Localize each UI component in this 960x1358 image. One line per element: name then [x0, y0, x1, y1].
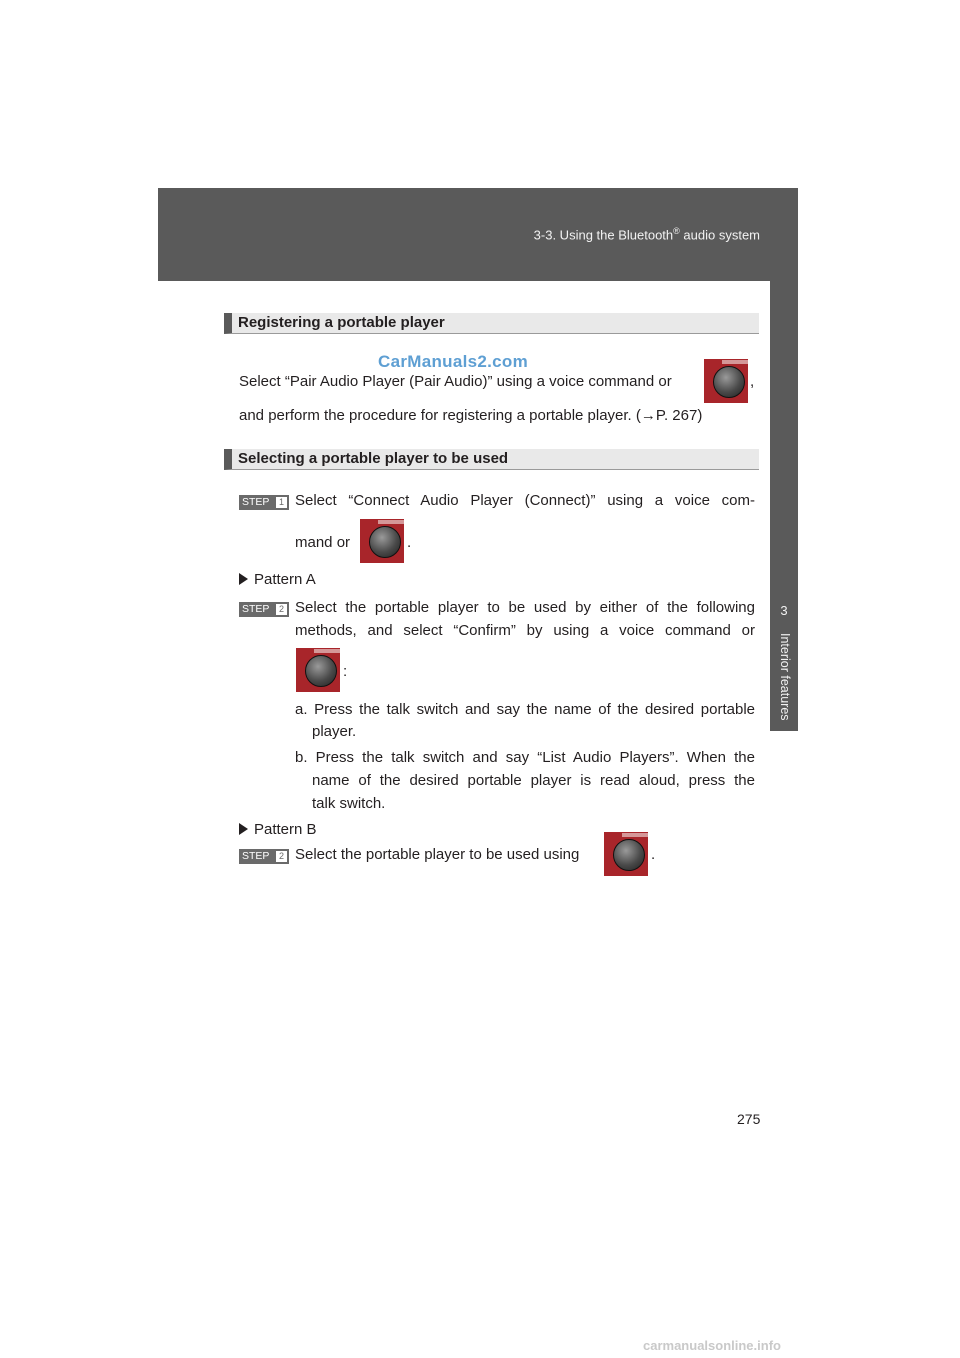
step-1-badge: STEP 1 — [239, 495, 289, 510]
tune-knob-icon — [604, 832, 648, 876]
chapter-number: 3 — [780, 603, 788, 618]
register-line-1: Select “Pair Audio Player (Pair Audio)” using a voice command or — [239, 373, 672, 390]
step-2b-text: Select the portable player to be used using — [295, 846, 580, 863]
page-number: 275 — [737, 1111, 761, 1127]
step-2a-badge: STEP 2 — [239, 602, 289, 617]
step-2a-line-3: : — [343, 663, 348, 680]
pattern-b-label: Pattern B — [239, 820, 317, 840]
heading-selecting: Selecting a portable player to be used — [224, 449, 759, 470]
option-b-line-3: talk switch. — [312, 795, 386, 812]
step-2a-line-2: methods, and select “Confirm” by using a voice command or — [295, 622, 755, 639]
option-a-line-1: a. Press the talk switch and say the name of the desired portable — [295, 701, 755, 718]
step-1-line-2a: mand or — [295, 534, 351, 551]
tune-knob-icon — [296, 648, 340, 692]
section-title: 3-3. Using the Bluetooth® audio system — [533, 226, 760, 243]
tune-knob-icon — [704, 359, 748, 403]
pattern-a-label: Pattern A — [239, 570, 316, 590]
step-1-line-2b: . — [407, 534, 412, 551]
register-line-1-end: , — [750, 373, 755, 390]
triangle-bullet-icon — [239, 823, 248, 835]
watermark-top[interactable]: CarManuals2.com — [378, 352, 528, 371]
step-2b-badge: STEP 2 — [239, 849, 289, 864]
heading-registering: Registering a portable player — [224, 313, 759, 334]
header-bar — [158, 188, 798, 281]
option-b-line-1: b. Press the talk switch and say “List Audio Players”. When the — [295, 749, 755, 766]
step-1-line-1: Select “Connect Audio Player (Connect)” using a voice com- — [295, 492, 755, 509]
option-a-line-2: player. — [312, 723, 357, 740]
register-line-2: and perform the procedure for registering a portable player. (→P. 267) — [239, 407, 703, 424]
tune-knob-icon — [360, 519, 404, 563]
arrow-icon: → — [640, 407, 656, 424]
step-2b-text-end: . — [651, 846, 656, 863]
chapter-tab — [770, 281, 798, 731]
triangle-bullet-icon — [239, 573, 248, 585]
chapter-name: Interior features — [778, 633, 792, 721]
step-2a-line-1: Select the portable player to be used by either of the following — [295, 599, 755, 616]
watermark-bottom[interactable]: carmanualsonline.info — [643, 1338, 781, 1353]
option-b-line-2: name of the desired portable player is read aloud, press the — [312, 772, 755, 789]
